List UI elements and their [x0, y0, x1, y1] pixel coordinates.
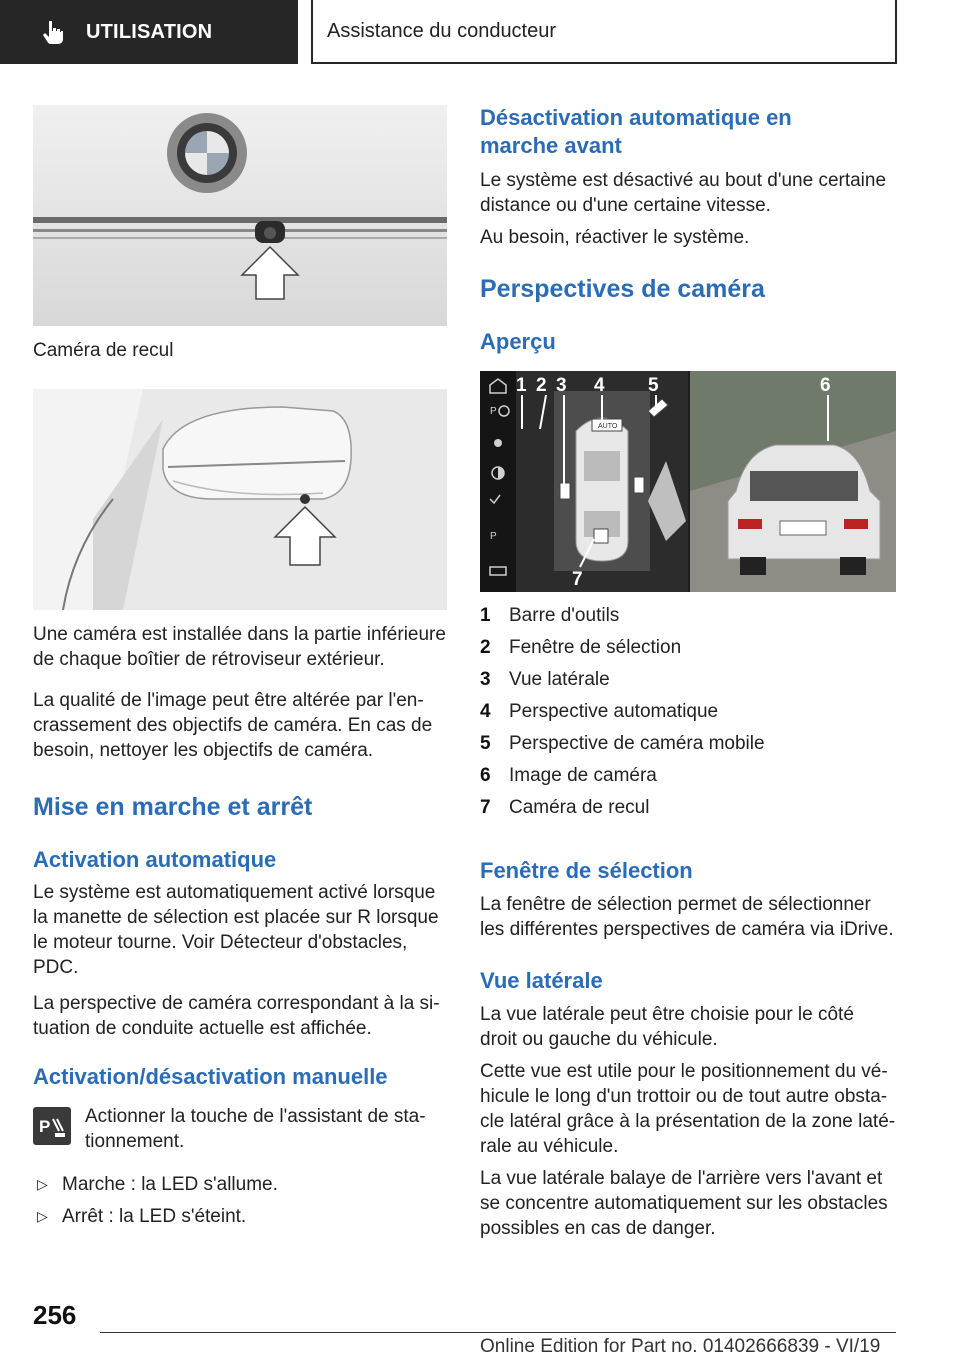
heading-selection-window: Fenêtre de sélection [480, 858, 693, 883]
heading-side-view: Vue latérale [480, 968, 603, 993]
rear-camera-image [33, 105, 447, 326]
caption-rear-camera: Caméra de recul [33, 340, 174, 361]
heading-camera-perspectives: Perspectives de caméra [480, 275, 765, 303]
legend-text: Caméra de recul [509, 797, 650, 818]
heading-auto-deactivation: Désactivation automatique en marche avant [480, 105, 792, 158]
paragraph-image-quality: La qualité de l'image peut être altérée par l'en-crassement des objectifs de caméra. En cas de besoin, nettoyer les objectifs de caméra. [33, 690, 433, 761]
legend-number: 1 [480, 605, 491, 626]
legend-text: Fenêtre de sélection [509, 637, 682, 658]
legend-number: 7 [480, 797, 491, 818]
callout-6: 6 [820, 375, 831, 396]
heading-on-off: Mise en marche et arrêt [33, 793, 313, 821]
legend-text: Image de caméra [509, 765, 657, 786]
paragraph-side-view-choice: La vue latérale peut être choisie pour le côté droit ou gauche du véhicule. [480, 1004, 854, 1050]
svg-text:P: P [490, 531, 497, 542]
legend-number: 3 [480, 669, 491, 690]
paragraph-side-view-sweep: La vue latérale balaye de l'arrière vers l'avant et se concentre automatiquement sur les obstacles possibles en cas de danger. [480, 1168, 888, 1239]
paragraph-selection-window: La fenêtre de sélection permet de sélectionner les différentes perspectives de caméra via iDrive. [480, 894, 894, 940]
legend-number: 6 [480, 765, 491, 786]
page-header [0, 0, 960, 66]
paragraph-auto-activation: Le système est automatiquement activé lorsque la manette de sélection est placée sur R lorsque le moteur tourne. Voir Détecteur d'obstacles, PDC. [33, 882, 439, 978]
callout-1: 1 [516, 375, 527, 396]
legend-number: 2 [480, 637, 491, 658]
footer-divider [100, 1332, 896, 1333]
bullet-off: Arrêt : la LED s'éteint. [62, 1206, 247, 1227]
bullet-triangle-icon: ▷ [37, 1208, 48, 1224]
paragraph-side-view-usage: Cette vue est utile pour le positionnement du vé-hicule le long d'un trottoir ou de tout autre obsta-cle latéral grâce à la présentation de la zone laté-rale au véhicule. [480, 1061, 896, 1157]
heading-auto-activation: Activation automatique [33, 847, 277, 872]
callout-2: 2 [536, 375, 547, 396]
legend-text: Barre d'outils [509, 605, 620, 626]
heading-overview: Aperçu [480, 329, 556, 354]
svg-text:P: P [490, 406, 497, 417]
hand-pointer-icon [40, 19, 66, 45]
bullet-on: Marche : la LED s'allume. [62, 1174, 278, 1195]
legend-number: 4 [480, 701, 491, 722]
bullet-triangle-icon: ▷ [37, 1176, 48, 1192]
paragraph-camera-location: Une caméra est installée dans la partie inférieure de chaque boîtier de rétroviseur extérieur. [33, 624, 446, 670]
legend-number: 5 [480, 733, 491, 754]
paragraph-deactivation: Le système est désactivé au bout d'une certaine distance ou d'une certaine vitesse. [480, 170, 887, 216]
chapter-title: Assistance du conducteur [327, 19, 557, 42]
legend-text: Perspective automatique [509, 701, 719, 722]
auto-badge: AUTO [598, 423, 618, 430]
chapter-tab [311, 0, 897, 64]
paragraph-manual-activation: Actionner la touche de l'assistant de sta-tionnement. [85, 1106, 426, 1152]
section-title: UTILISATION [86, 20, 213, 43]
svg-text:P: P [39, 1117, 51, 1136]
callout-7: 7 [572, 569, 583, 590]
section-tab [0, 0, 298, 64]
mirror-camera-image [33, 389, 447, 610]
legend-text: Vue latérale [509, 669, 610, 690]
paragraph-reactivate: Au besoin, réactiver le système. [480, 227, 750, 248]
page-number: 256 [33, 1300, 77, 1330]
park-assist-button-icon [33, 1107, 71, 1145]
paragraph-perspective: La perspective de caméra correspondant à la si-tuation de conduite actuelle est affichée. [33, 993, 440, 1039]
legend-text: Perspective de caméra mobile [509, 733, 765, 754]
callout-3: 3 [556, 375, 567, 396]
callout-4: 4 [594, 375, 605, 396]
heading-manual-activation: Activation/désactivation manuelle [33, 1064, 388, 1089]
edition-text: Online Edition for Part no. 01402666839 - VI/19 [480, 1336, 881, 1357]
camera-screen-image [480, 371, 896, 592]
callout-5: 5 [648, 375, 659, 396]
